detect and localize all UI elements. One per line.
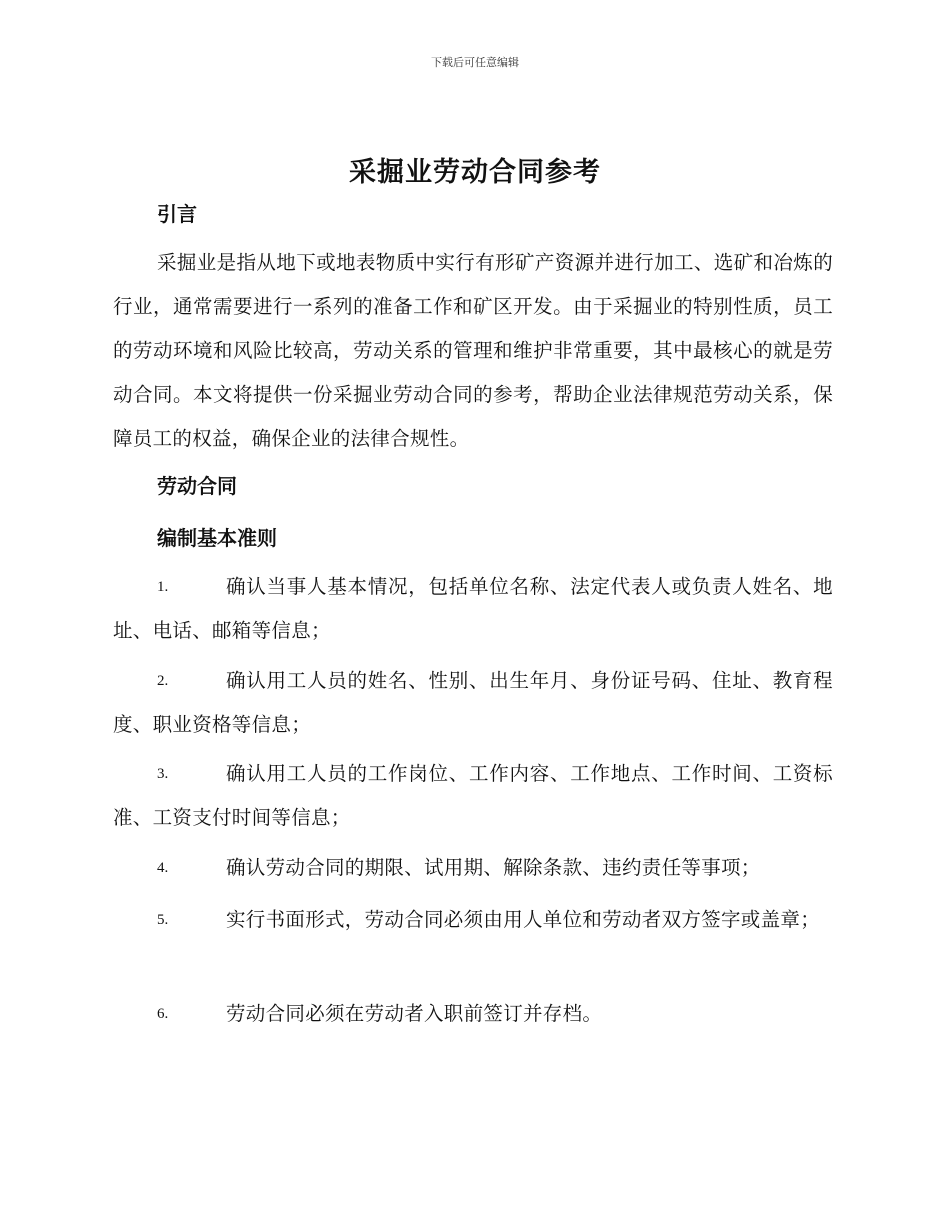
section-heading-labor-contract: 劳动合同	[157, 474, 237, 498]
principle-item-4	[113, 846, 833, 890]
list-number: 6.	[157, 1006, 169, 1022]
principle-item-6	[113, 992, 833, 1036]
principle-item-5	[113, 898, 833, 942]
list-item-text: 劳动合同必须在劳动者入职前签订并存档。	[226, 1002, 603, 1025]
list-item-text: 确认用工人员的工作岗位、工作内容、工作地点、工作时间、工资标准、工资支付时间等信息；	[113, 762, 833, 829]
principle-item-2	[113, 659, 833, 747]
list-number: 2.	[157, 673, 169, 689]
list-item-text: 确认劳动合同的期限、试用期、解除条款、违约责任等事项；	[226, 856, 761, 879]
page-header: 下载后可任意编辑	[431, 56, 519, 69]
intro-paragraph: 采掘业是指从地下或地表物质中实行有形矿产资源并进行加工、选矿和冶炼的行业，通常需要进行一系列的准备工作和矿区开发。由于采掘业的特别性质，员工的劳动环境和风险比较高，劳动关系的管理和维护非常重要，其中最核心的就是劳动合同。本文将提供一份采掘业劳动合同的参考，帮助企业法律规范劳动关系，保障员工的权益，确保企业的法律合规性。	[113, 251, 833, 450]
list-number: 4.	[157, 860, 169, 876]
section-heading-basic-principles: 编制基本准则	[157, 526, 277, 550]
list-item-text: 确认用工人员的姓名、性别、出生年月、身份证号码、住址、教育程度、职业资格等信息；	[113, 669, 833, 736]
principle-item-1	[113, 565, 833, 653]
list-item-text: 实行书面形式，劳动合同必须由用人单位和劳动者双方签字或盖章；	[226, 908, 821, 931]
principle-item-3	[113, 752, 833, 840]
list-number: 3.	[157, 766, 169, 782]
list-number: 5.	[157, 912, 169, 928]
list-number: 1.	[157, 579, 169, 595]
list-item-text: 确认当事人基本情况，包括单位名称、法定代表人或负责人姓名、地址、电话、邮箱等信息；	[113, 575, 833, 642]
document-title: 采掘业劳动合同参考	[349, 157, 601, 188]
section-heading-introduction: 引言	[157, 202, 197, 226]
